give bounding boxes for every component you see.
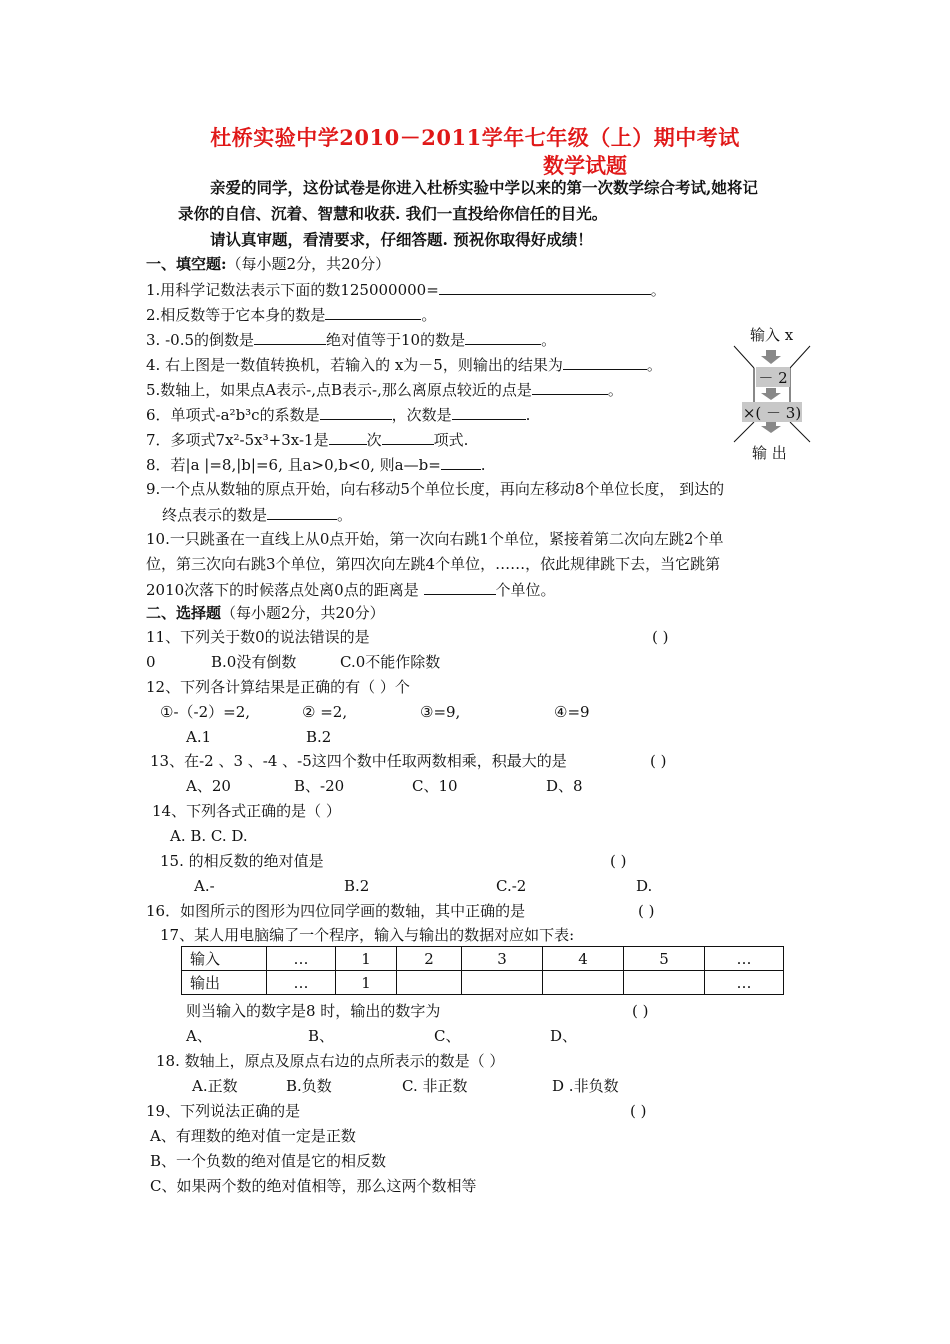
down-arrow-icon [761,350,781,364]
q19-option-b: B、一个负数的绝对值是它的相反数 [150,1152,387,1170]
answer-blank[interactable] [424,579,496,595]
q13-option-c: C、10 [412,777,458,795]
question-2: 2.相反数等于它本身的数是 。 [146,306,437,324]
answer-blank[interactable] [452,404,526,420]
q12-item-4: ④=9 [554,703,590,721]
answer-blank[interactable] [382,429,434,445]
q11-option-c: C.0不能作除数 [340,653,441,671]
q18-option-a: A.正数 [192,1077,238,1095]
question-11: 11、下列关于数0的说法错误的是 [146,628,370,646]
table-row [182,971,784,995]
q18-option-c: C. 非正数 [402,1077,468,1095]
q17-option-a: A、 [186,1027,212,1045]
question-17: 17、某人用电脑编了一个程序，输入与输出的数据对应如下表: [160,926,575,944]
intro-line-2: 录你的自信、沉着、智慧和收获. 我们一直投给你信任的目光。 [178,204,608,223]
q18-option-b: B.负数 [286,1077,332,1095]
table-cell: … [705,971,784,995]
answer-paren[interactable]: ( ) [610,852,627,870]
table-row [182,947,784,971]
table-cell [624,971,705,995]
q13-option-b: B、-20 [294,777,345,795]
table-cell: 1 [336,971,397,995]
q12-option-b: B.2 [306,728,332,746]
table-cell: 2 [397,947,462,971]
answer-paren[interactable]: ( ) [638,902,655,920]
io-table [181,946,784,995]
answer-blank[interactable] [329,429,367,445]
question-13: 13、在-2 、3 、-4 、-5这四个数中任取两数相乘，积最大的是 [150,752,567,770]
answer-blank[interactable] [439,279,651,295]
answer-paren[interactable]: ( ) [630,1102,647,1120]
q11-option-a: 0 [146,653,156,671]
question-1: 1.用科学记数法表示下面的数125000000= 。 [146,281,666,299]
question-3: 3. -0.5的倒数是 绝对值等于10的数是 。 [146,331,557,349]
answer-blank[interactable] [320,404,392,420]
table-cell: 3 [462,947,543,971]
q15-option-c: C.-2 [496,877,527,895]
table-cell: … [267,947,336,971]
answer-blank[interactable] [325,304,421,320]
q14-options: A. B. C. D. [170,827,248,845]
answer-blank[interactable] [465,329,541,345]
question-10: 10.一只跳蚤在一直线上从0点开始，第一次向右跳1个单位，紧接着第二次向左跳2个单 [146,530,724,548]
q15-option-a: A.- [194,877,215,895]
conversion-machine-figure [732,322,812,462]
question-18: 18. 数轴上，原点及原点右边的点所表示的数是（ ） [156,1052,505,1070]
q15-option-b: B.2 [344,877,370,895]
question-10-line-3: 2010次落下的时候落点处离0点的距离是 个单位。 [146,581,556,599]
q17-option-c: C、 [434,1027,461,1045]
question-9: 9.一个点从数轴的原点开始，向右移动5个单位长度，再向左移动8个单位长度， 到达的 [146,480,725,498]
q12-item-1: ①-（-2）=2, [160,703,251,721]
machine-output-label: 输 出 [752,444,787,462]
answer-blank[interactable] [532,379,608,395]
section2-heading: 二、选择题（每小题2分，共20分） [146,604,385,622]
down-arrow-icon [761,388,781,400]
q12-option-a: A.1 [186,728,212,746]
table-cell: … [267,971,336,995]
q13-option-d: D、8 [546,777,583,795]
question-5: 5.数轴上，如果点A表示-,点B表示-,那么离原点较近的点是 。 [146,381,623,399]
table-cell [397,971,462,995]
question-8: 8．若|a |=8,|b|=6, 且a>0,b<0, 则a—b= . [146,456,486,474]
question-7: 7．多项式7x²-5x³+3x-1是 次 项式. [146,431,469,449]
q18-option-d: D .非负数 [552,1077,619,1095]
answer-paren[interactable]: ( ) [632,1002,649,1020]
question-12: 12、下列各计算结果是正确的有（ ）个 [146,678,410,696]
question-19: 19、下列说法正确的是 [146,1102,301,1120]
table-cell [543,971,624,995]
section1-heading: 一、填空题:（每小题2分，共20分） [146,255,391,273]
machine-step-subtract: － 2 [756,367,790,387]
answer-blank[interactable] [254,329,326,345]
table-cell: 1 [336,947,397,971]
down-arrow-icon [761,421,781,433]
question-6: 6．单项式-a²b³c的系数是 ，次数是 . [146,406,531,424]
machine-step-multiply: ×( － 3) [742,404,802,422]
question-9-cont: 终点表示的数是 。 [162,506,353,524]
table-cell: 4 [543,947,624,971]
q19-option-c: C、如果两个数的绝对值相等，那么这两个数相等 [150,1177,477,1195]
machine-input-label: 输入 x [750,326,794,344]
answer-blank[interactable] [563,354,647,370]
answer-blank[interactable] [441,454,481,470]
q17-option-b: B、 [308,1027,335,1045]
question-4: 4. 右上图是一数值转换机，若输入的 x为－5，则输出的结果为 。 [146,356,662,374]
table-cell: 5 [624,947,705,971]
answer-blank[interactable] [267,504,337,520]
q17-option-d: D、 [550,1027,578,1045]
q17-ask: 则当输入的数字是8 时，输出的数字为 [186,1002,441,1020]
q13-option-a: A、20 [186,777,231,795]
exam-subtitle: 数学试题 [543,153,627,178]
intro-line-1: 亲爱的同学，这份试卷是你进入杜桥实验中学以来的第一次数学综合考试,她将记 [210,178,758,197]
table-cell [462,971,543,995]
intro-line-3: 请认真审题，看清要求，仔细答题. 预祝你取得好成绩！ [210,230,593,249]
question-16: 16．如图所示的图形为四位同学画的数轴，其中正确的是 [146,902,526,920]
q15-option-d: D. [636,877,653,895]
q19-option-a: A、有理数的绝对值一定是正数 [150,1127,356,1145]
question-10-line-2: 位，第三次向右跳3个单位，第四次向左跳4个单位，……，依此规律跳下去，当它跳第 [146,555,721,573]
table-cell: 输入 [182,947,267,971]
q11-option-b: B.0没有倒数 [211,653,297,671]
answer-paren[interactable]: ( ) [650,752,667,770]
q12-item-2: ② =2, [302,703,348,721]
question-15: 15. 的相反数的绝对值是 [160,852,324,870]
answer-paren[interactable]: ( ) [652,628,669,646]
q12-item-3: ③=9, [420,703,461,721]
question-14: 14、下列各式正确的是（ ） [152,802,341,820]
exam-title: 杜桥实验中学2010－2011学年七年级（上）期中考试 [210,125,740,150]
table-cell: … [705,947,784,971]
table-cell: 输出 [182,971,267,995]
